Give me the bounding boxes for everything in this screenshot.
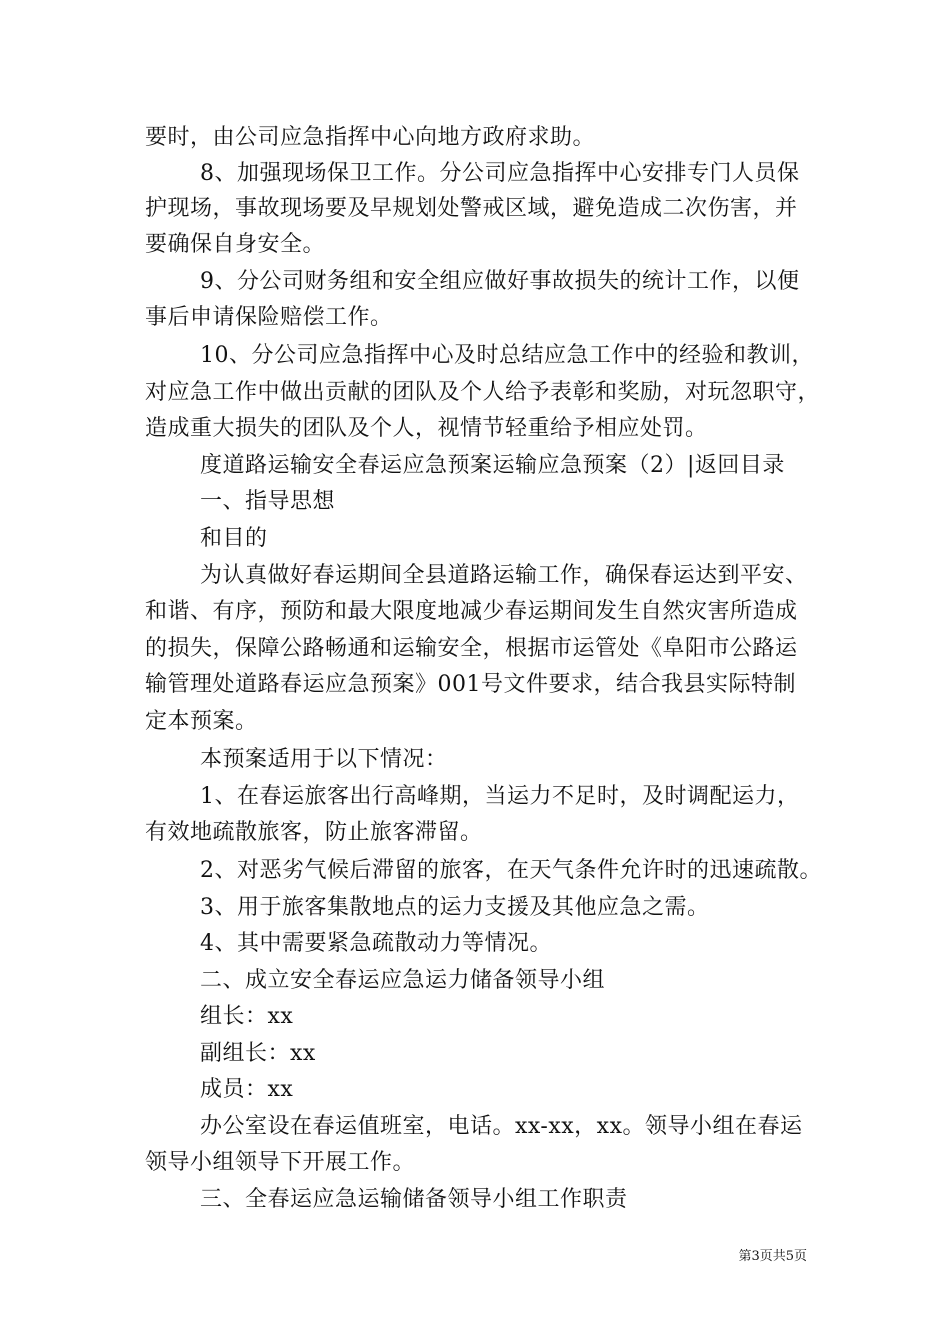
text-line: 组长：xx [200,1004,294,1029]
text-line: 定本预案。 [145,709,258,734]
text-line: 要确保自身安全。 [145,232,326,257]
text-line: 3、用于旅客集散地点的运力支援及其他应急之需。 [200,895,710,920]
text-line: 要时，由公司应急指挥中心向地方政府求助。 [145,125,596,150]
text-line: 本预案适用于以下情况： [200,747,448,772]
text-line: 1、在春运旅客出行高峰期，当运力不足时，及时调配运力， [200,784,800,809]
text-line: 输管理处道路春运应急预案》001号文件要求，结合我县实际特制 [145,672,796,697]
text-line: 的损失，保障公路畅通和运输安全，根据市运管处《阜阳市公路运 [145,636,798,661]
page-number: 第3页共5页 [738,1249,807,1264]
text-line: 9、分公司财务组和安全组应做好事故损失的统计工作，以便 [200,269,800,294]
text-line: 三、全春运应急运输储备领导小组工作职责 [200,1187,628,1212]
text-line: 一、指导思想 [200,489,336,514]
text-line: 领导小组领导下开展工作。 [145,1150,416,1175]
text-line: 二、成立安全春运应急运力储备领导小组 [200,968,606,993]
text-line: 护现场，事故现场要及早规划处警戒区域，避免造成二次伤害，并 [145,196,798,221]
text-line: 造成重大损失的团队及个人，视情节轻重给予相应处罚。 [145,416,708,441]
text-line: 10、分公司应急指挥中心及时总结应急工作中的经验和教训， [200,343,814,368]
text-line: 副组长：xx [200,1041,316,1066]
text-line: 度道路运输安全春运应急预案运输应急预案（2）|返回目录 [200,453,785,478]
text-line: 2、对恶劣气候后滞留的旅客，在天气条件允许时的迅速疏散。 [200,858,822,883]
text-line: 办公室设在春运值班室，电话。xx-xx，xx。领导小组在春运 [200,1114,803,1139]
text-line: 和谐、有序，预防和最大限度地减少春运期间发生自然灾害所造成 [145,599,798,624]
text-line: 为认真做好春运期间全县道路运输工作，确保春运达到平安、 [200,563,808,588]
text-line: 对应急工作中做出贡献的团队及个人给予表彰和奖励，对玩忽职守， [145,380,821,405]
text-line: 和目的 [200,526,268,551]
text-line: 成员：xx [200,1077,294,1102]
text-line: 有效地疏散旅客，防止旅客滞留。 [145,820,483,845]
text-line: 4、其中需要紧急疏散动力等情况。 [200,931,552,956]
text-line: 事后申请保险赔偿工作。 [145,305,393,330]
text-line: 8、加强现场保卫工作。分公司应急指挥中心安排专门人员保 [200,161,800,186]
